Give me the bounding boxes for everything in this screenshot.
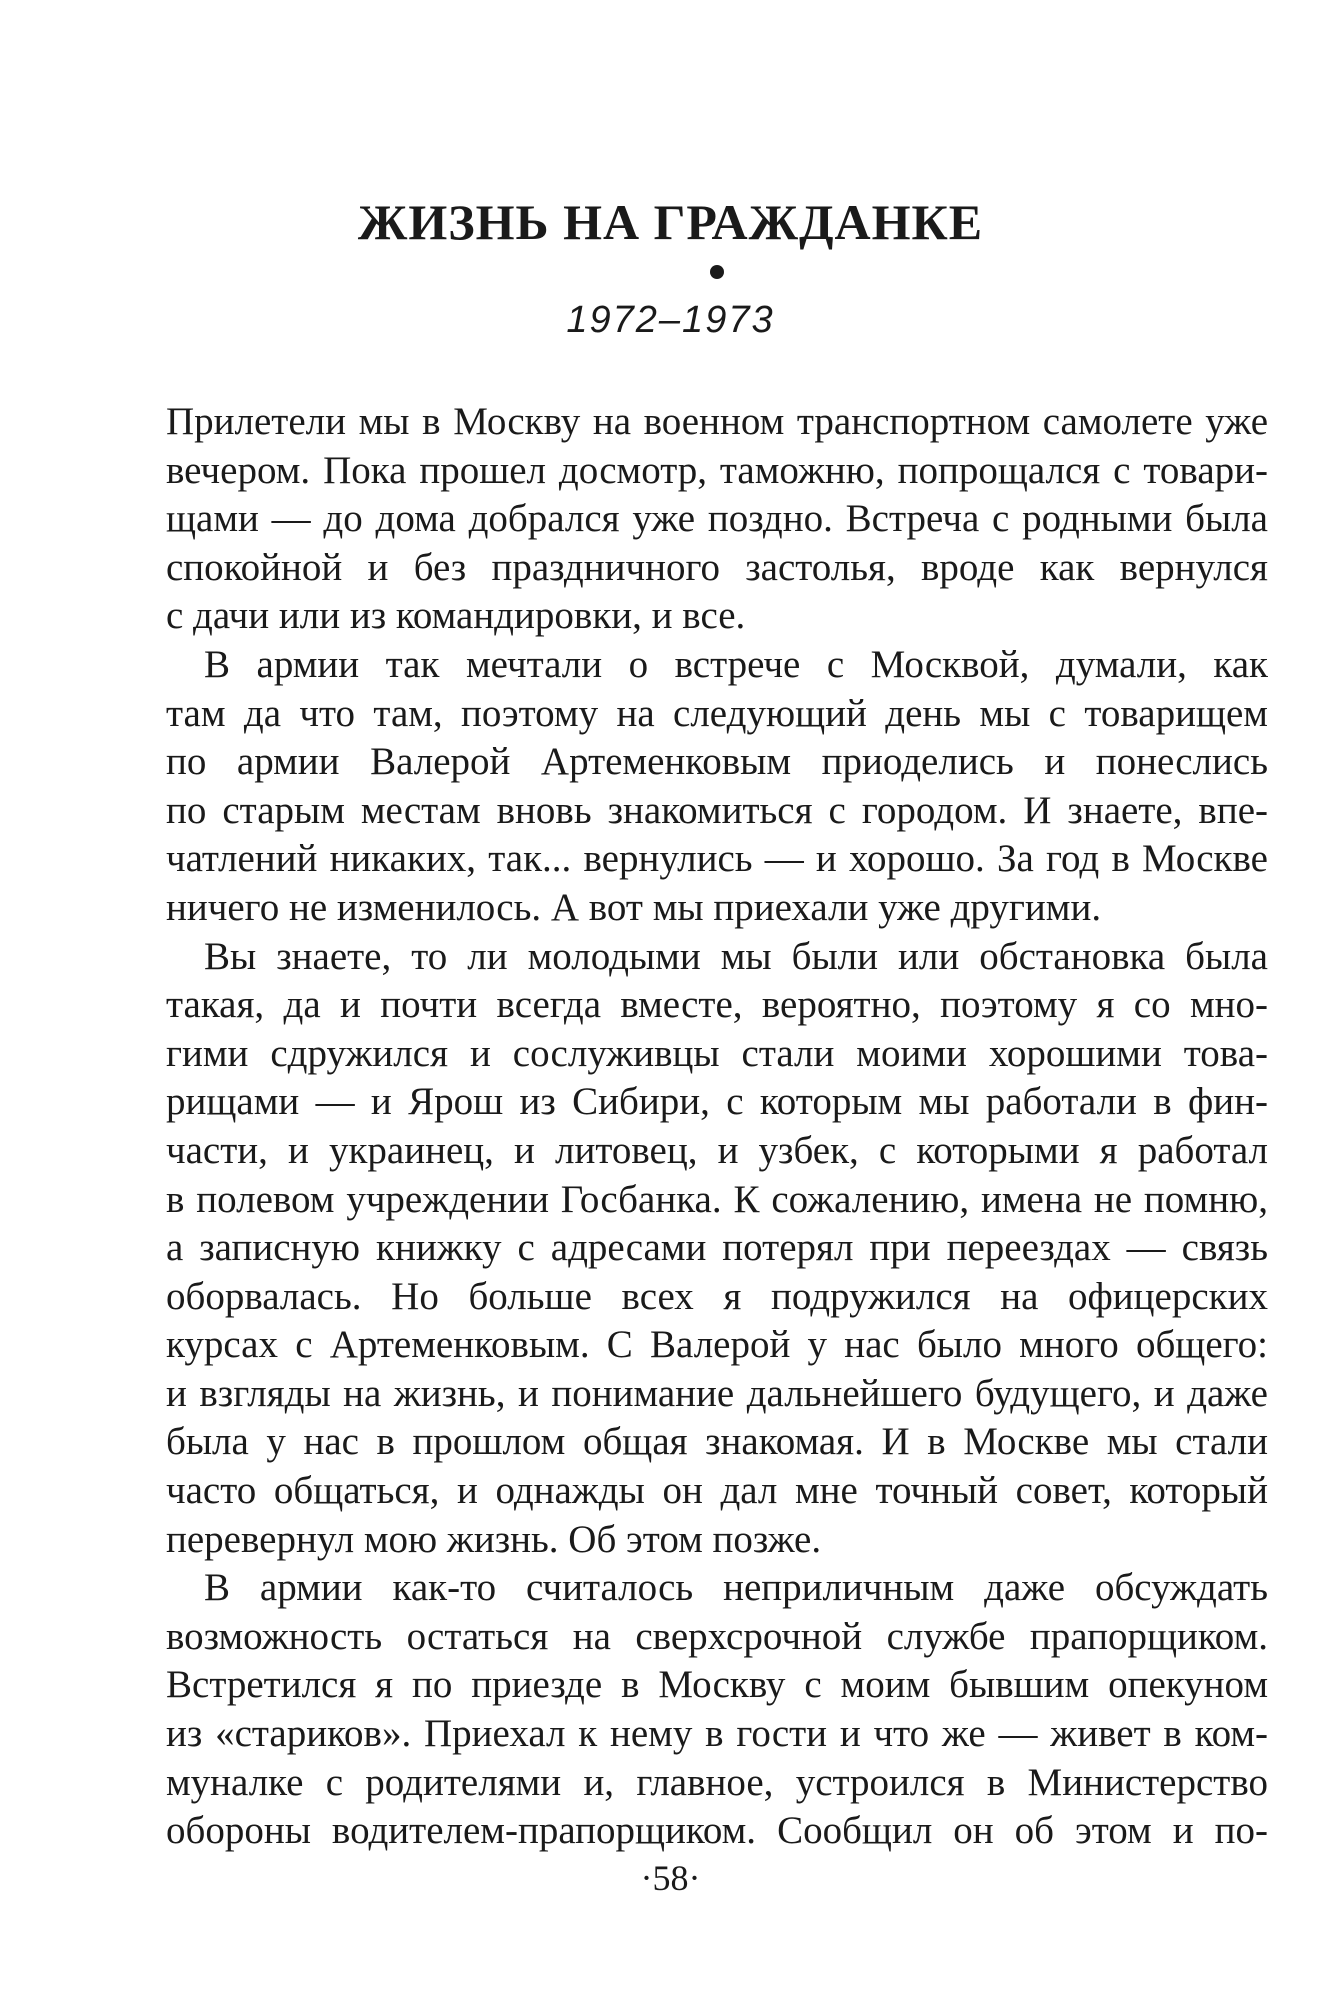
text-line: и взгляды на жизнь, и понимание дальнейшего будущего, и даже: [166, 1371, 1268, 1415]
body-text: [166, 398, 1268, 1856]
text-line: В армии как-то считалось неприличным даже обсуждать: [204, 1566, 1268, 1610]
text-line: Встретился я по приезде в Москву с моим бывшим опекуном: [166, 1663, 1268, 1707]
text-line: по армии Валерой Артеменковым приоделись и понеслись: [166, 740, 1268, 784]
paragraph: [166, 1564, 1268, 1856]
text-line: там да что там, поэтому на следующий день мы с товарищем: [166, 691, 1268, 735]
paragraph: [166, 933, 1268, 1565]
text-line: часто общаться, и однажды он дал мне точный совет, который: [166, 1469, 1268, 1513]
title-bullet-ornament: [710, 265, 724, 279]
text-line: курсах с Артеменковым. С Валерой у нас было много общего:: [166, 1323, 1268, 1367]
text-line: в полевом учреждении Госбанка. К сожалению, имена не помню,: [166, 1177, 1268, 1221]
text-line: спокойной и без праздничного застолья, вроде как вернулся: [166, 545, 1268, 589]
text-line: вечером. Пока прошел досмотр, таможню, попрощался с товари-: [166, 448, 1268, 492]
chapter-title: ЖИЗНЬ НА ГРАЖДАНКЕ: [357, 194, 984, 250]
text-line: рищами — и Ярош из Сибири, с которым мы работали в фин-: [166, 1080, 1268, 1124]
text-line: оборвалась. Но больше всех я подружился на офицерских: [166, 1274, 1268, 1318]
text-line: В армии так мечтали о встрече с Москвой, думали, как: [204, 642, 1268, 686]
text-line: части, и украинец, и литовец, и узбек, с которыми я работал: [166, 1128, 1268, 1172]
text-line: с дачи или из командировки, и все.: [166, 594, 746, 638]
text-line: возможность остаться на сверхсрочной службе прапорщиком.: [166, 1614, 1268, 1658]
text-line: муналке с родителями и, главное, устроился в Министерство: [166, 1760, 1268, 1804]
text-line: щами — до дома добрался уже поздно. Встреча с родными была: [166, 497, 1268, 541]
text-line: а записную книжку с адресами потерял при переездах — связь: [166, 1226, 1268, 1270]
text-line: обороны водителем-прапорщиком. Сообщил он об этом и по-: [166, 1809, 1268, 1853]
paragraph: [166, 398, 1268, 641]
text-line: гими сдружился и сослуживцы стали моими хорошими това-: [166, 1031, 1268, 1075]
text-line: ничего не изменилось. А вот мы приехали уже другими.: [166, 885, 1102, 929]
text-line: такая, да и почти всегда вместе, вероятно, поэтому я со мно-: [166, 983, 1268, 1027]
text-line: Прилетели мы в Москву на военном транспортном самолете уже: [166, 400, 1268, 443]
text-line: из «стариков». Приехал к нему в гости и что же — живет в ком-: [166, 1712, 1268, 1756]
text-line: Вы знаете, то ли молодыми мы были или обстановка была: [204, 934, 1268, 978]
chapter-years: 1972–1973: [566, 299, 775, 341]
text-line: перевернул мою жизнь. Об этом позже.: [166, 1517, 822, 1561]
page-number: ·58·: [640, 1858, 701, 1898]
paragraph: [166, 641, 1268, 933]
text-line: чатлений никаких, так... вернулись — и хорошо. За год в Москве: [166, 837, 1268, 881]
text-line: была у нас в прошлом общая знакомая. И в Москве мы стали: [166, 1420, 1268, 1464]
text-line: по старым местам вновь знакомиться с городом. И знаете, впе-: [166, 788, 1268, 832]
